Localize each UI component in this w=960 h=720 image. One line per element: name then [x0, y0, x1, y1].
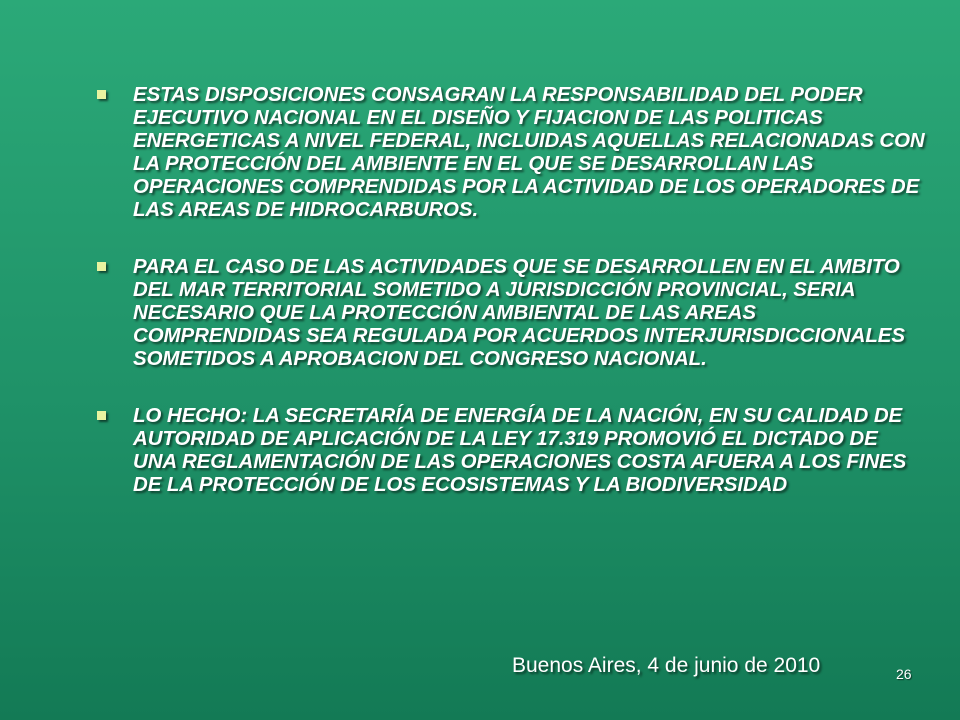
footer-date: Buenos Aires, 4 de junio de 2010 [512, 654, 821, 677]
bullet-text: ESTAS DISPOSICIONES CONSAGRAN LA RESPONSABILIDAD DEL PODER EJECUTIVO NACIONAL EN EL DISEÑO Y FIJACION DE LAS POLITICAS ENERGETICAS A NIVEL FEDERAL, INCLUIDAS AQUELLAS RELACIONADAS CON LA PROTECCIÓN DEL AMBIENTE EN EL QUE SE DESARROLLAN LAS OPERACIONES COMPRENDIDAS POR LA ACTIVIDAD DE LOS OPERADORES DE LAS AREAS DE HIDROCARBUROS. [133, 83, 925, 221]
bullet-item [95, 255, 925, 370]
bullet-text: PARA EL CASO DE LAS ACTIVIDADES QUE SE DESARROLLEN EN EL AMBITO DEL MAR TERRITORIAL SOMETIDO A JURISDICCIÓN PROVINCIAL, SERIA NECESARIO QUE LA PROTECCIÓN AMBIENTAL DE LAS AREAS COMPRENDIDAS SEA REGULADA POR ACUERDOS INTERJURISDICCIONALES SOMETIDOS A APROBACION DEL CONGRESO NACIONAL. [133, 255, 905, 370]
bullet-item [95, 404, 925, 496]
bullet-item [95, 83, 925, 221]
square-bullet-icon [97, 90, 106, 99]
bullet-text: LO HECHO: LA SECRETARÍA DE ENERGÍA DE LA NACIÓN, EN SU CALIDAD DE AUTORIDAD DE APLICACIÓN DE LA LEY 17.319 PROMOVIÓ EL DICTADO DE UNA REGLAMENTACIÓN DE LAS OPERACIONES COSTA AFUERA A LOS FINES DE LA PROTECCIÓN DE LOS ECOSISTEMAS Y LA BIODIVERSIDAD [133, 404, 907, 496]
slide-number: 26 [896, 666, 912, 682]
square-bullet-icon [97, 262, 106, 271]
square-bullet-icon [97, 411, 106, 420]
bullet-list [95, 83, 925, 530]
